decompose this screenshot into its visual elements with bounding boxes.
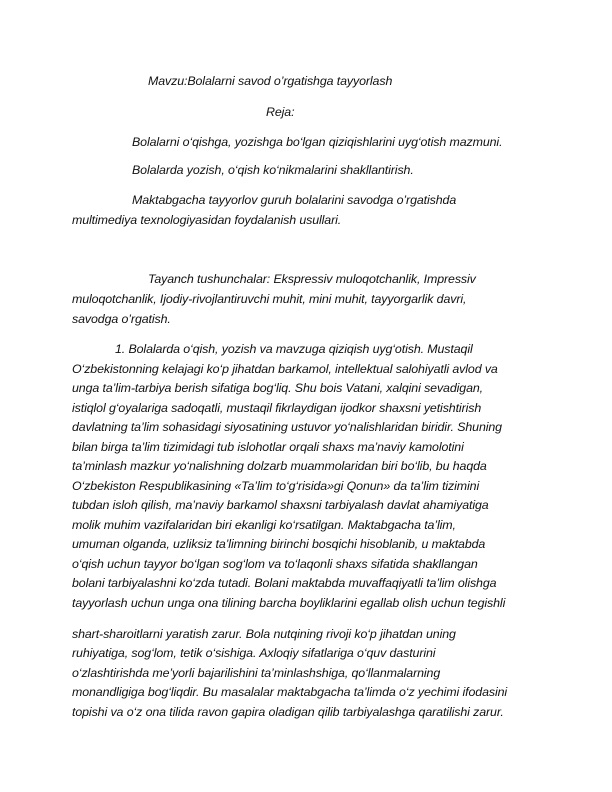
body-line: tubdan isloh qilish, ma’naviy barkamol shaxsni tarbiyalash davlat ahamiyatiga <box>72 498 489 512</box>
body-line: bilan birga ta’lim tizimidagi tub islohotlar orqali shaxs ma’naviy kamolotini <box>72 440 464 454</box>
body-line: ta’minlash mazkur yo‘nalishning dolzarb muammolaridan biri bo‘lib, bu haqda <box>72 459 487 473</box>
plan-item-2: Bolalarda yozish, o‘qish ko‘nikmalarini shakllantirish. <box>132 163 414 177</box>
body-line: ruhiyatiga, sog‘lom, tetik o‘sishiga. Axloqiy sifatlariga o‘quv dasturini <box>72 646 436 660</box>
body-line: tayyorlash uchun unga ona tilining barcha boyliklarini egallab olish uchun tegishli <box>72 596 506 610</box>
body-line: topishi va o‘z ona tilida ravon gapira oladigan qilib tarbiyalashga qaratilishi zarur. <box>72 705 504 719</box>
document-title: Mavzu:Bolalarni savod o’rgatishga tayyorlash <box>148 74 393 88</box>
body-line: 1. Bolalarda o‘qish, yozish va mavzuga qiziqish uyg‘otish. Mustaqil <box>115 342 473 356</box>
key-concepts-line-2: muloqotchanlik, Ijodiy-rivojlantiruvchi muhit, mini muhit, tayyorgarlik davri, <box>72 292 467 306</box>
body-line: istiqlol g‘oyalariga sadoqatli, mustaqil fikrlaydigan ijodkor shaxsni yetishtirish <box>72 401 482 415</box>
body-line: unga ta’lim-tarbiya berish sifatiga bog‘liq. Shu bois Vatani, xalqini sevadigan, <box>72 381 484 395</box>
body-line: davlatning ta’lim sohasidagi siyosatining ustuvor yo‘nalishlaridan biridir. Shuning <box>72 420 502 434</box>
plan-item-3-line-1: Maktabgacha tayyorlov guruh bolalarini savodga o’rgatishda <box>132 193 457 207</box>
body-line: monandligiga bog‘liqdir. Bu masalalar maktabgacha ta’limda o‘z yechimi ifodasini <box>72 685 508 699</box>
body-line: bolani tarbiyalashni ko‘zda tutadi. Bolani maktabda muvaffaqiyatli ta’lim olishga <box>72 576 497 590</box>
body-line: molik muhim vazifalaridan biri ekanligi ko‘rsatilgan. Maktabgacha ta’lim, <box>72 518 456 532</box>
body-line: O‘zbekiston Respublikasining «Ta’lim to‘g‘risida»gi Qonun» da ta’lim tizimini <box>72 479 480 493</box>
body-line: O‘zbekistonning kelajagi ko‘p jihatdan barkamol, intellektual salohiyatli avlod va <box>72 362 498 376</box>
plan-item-3-line-2: multimediya texnologiyasidan foydalanish usullari. <box>72 213 342 227</box>
body-line: o‘zlashtirishda me’yorli bajarilishini ta’minlashshiga, qo‘llanmalarning <box>72 666 441 680</box>
body-line: umuman olganda, uzliksiz ta’limning birinchi bosqichi hisoblanib, u maktabda <box>72 537 486 551</box>
plan-item-1: Bolalarni o‘qishga, yozishga bo‘lgan qiziqishlarini uyg‘otish mazmuni. <box>132 135 503 149</box>
key-concepts-line-3: savodga o’rgatish. <box>72 312 171 326</box>
body-line: shart-sharoitlarni yaratish zarur. Bola nutqining rivoji ko‘p jihatdan uning <box>72 627 456 641</box>
key-concepts-line-1: Tayanch tushunchalar: Ekspressiv muloqotchanlik, Impressiv <box>148 272 476 286</box>
plan-heading: Reja: <box>266 105 295 119</box>
body-line: o‘qish uchun tayyor bo‘lgan sog‘lom va to‘laqonli shaxs sifatida shakllangan <box>72 557 478 571</box>
